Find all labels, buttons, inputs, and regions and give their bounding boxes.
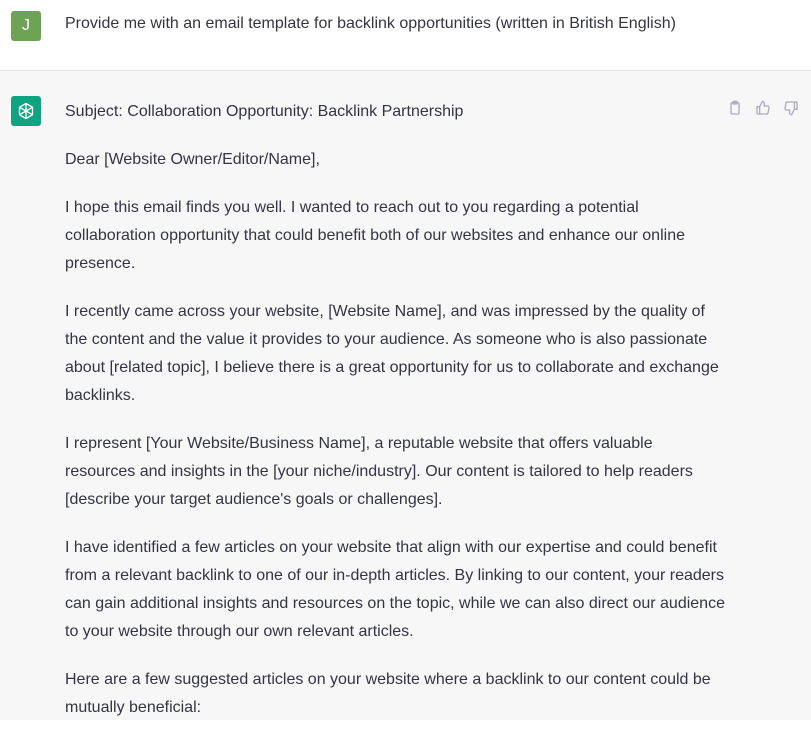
response-paragraph: I hope this email finds you well. I wanted to reach out to you regarding a potential collaboration opportunity that could benefit both of our websites and enhance our online presence. — [65, 199, 685, 272]
thumbs-up-icon[interactable] — [753, 98, 773, 118]
response-paragraph: I represent [Your Website/Business Name], a reputable website that offers valuable resources and insights in the [your niche/industry]. Our content is tailored to help readers [describe your target audience's goals or challenges]. — [65, 435, 693, 508]
user-message-text: Provide me with an email template for backlink opportunities (written in British English) — [65, 15, 676, 32]
assistant-response — [65, 98, 725, 742]
response-paragraph: Here are a few suggested articles on your website where a backlink to our content could be mutually beneficial: — [65, 671, 711, 716]
clipboard-icon[interactable] — [725, 98, 745, 118]
user-message-row — [0, 0, 811, 71]
email-subject-line: Subject: Collaboration Opportunity: Backlink Partnership — [65, 103, 464, 120]
user-avatar: J — [11, 11, 41, 41]
message-actions — [725, 98, 801, 118]
assistant-message-row — [0, 71, 811, 720]
chatgpt-logo-icon — [11, 96, 41, 126]
response-paragraph: I have identified a few articles on your website that align with our expertise and could benefit from a relevant backlink to one of our in-depth articles. By linking to our content, your readers can gain additional insights and resources on the topic, while we can also direct our audience to your website through our own relevant articles. — [65, 539, 725, 640]
thumbs-down-icon[interactable] — [781, 98, 801, 118]
response-paragraph: I recently came across your website, [Website Name], and was impressed by the quality of the content and the value it provides to your audience. As someone who is also passionate about [related topic], I believe there is a great opportunity for us to collaborate and exchange backlinks. — [65, 303, 719, 404]
email-greeting: Dear [Website Owner/Editor/Name], — [65, 151, 320, 168]
